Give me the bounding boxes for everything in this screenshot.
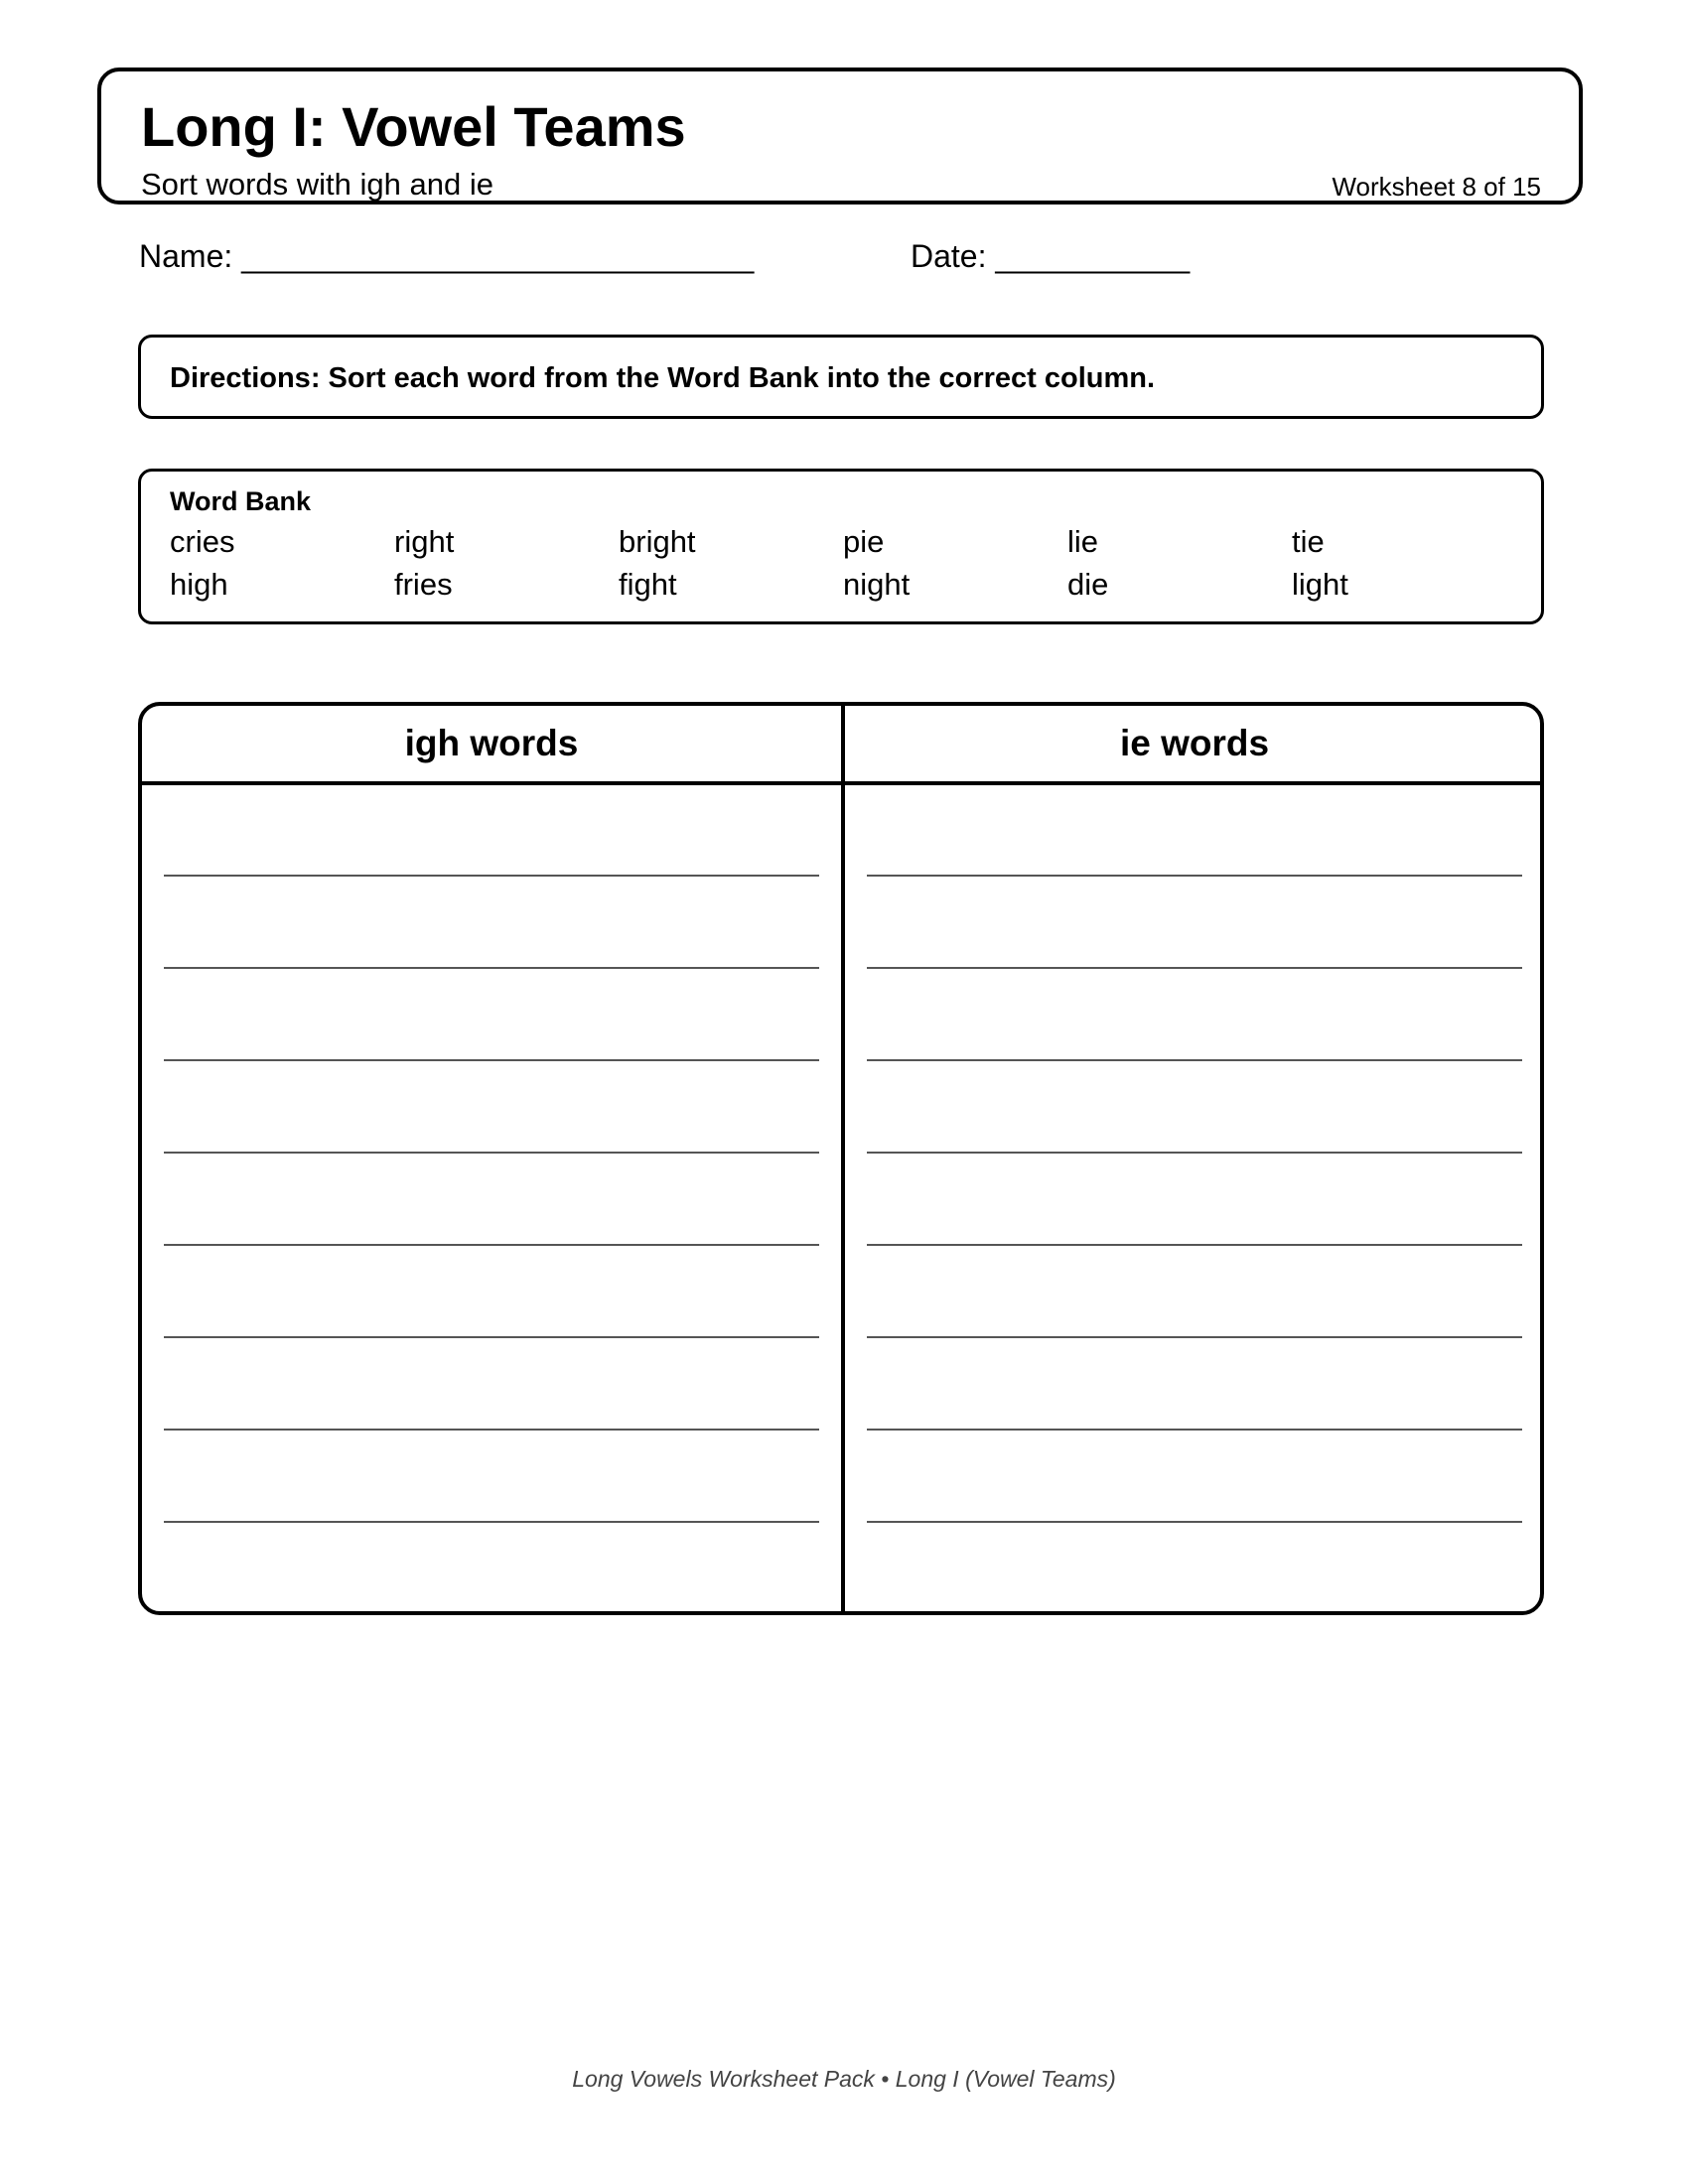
word-bank-word: bright xyxy=(619,524,696,559)
writing-line[interactable] xyxy=(164,1429,819,1431)
writing-line[interactable] xyxy=(867,967,1522,969)
word-bank-word: fight xyxy=(619,567,677,602)
writing-line[interactable] xyxy=(164,1521,819,1523)
worksheet-subtitle: Sort words with igh and ie xyxy=(141,167,493,202)
writing-line[interactable] xyxy=(867,1521,1522,1523)
worksheet-number: Worksheet 8 of 15 xyxy=(1332,172,1541,202)
word-bank-grid xyxy=(170,526,1516,612)
word-bank-word: night xyxy=(843,567,911,602)
directions-box xyxy=(138,335,1544,419)
sort-table xyxy=(138,702,1544,1615)
writing-line[interactable] xyxy=(867,1244,1522,1246)
writing-line[interactable] xyxy=(164,1244,819,1246)
igh-column xyxy=(142,706,845,1611)
word-bank-word: pie xyxy=(843,524,885,559)
writing-line[interactable] xyxy=(867,1059,1522,1061)
page-footer: Long Vowels Worksheet Pack • Long I (Vowel Teams) xyxy=(572,2066,1116,2092)
word-bank-word: fries xyxy=(394,567,453,602)
writing-line[interactable] xyxy=(867,1152,1522,1154)
igh-column-header: igh words xyxy=(142,706,841,785)
word-bank-word: high xyxy=(170,567,228,602)
writing-line[interactable] xyxy=(164,1152,819,1154)
writing-line[interactable] xyxy=(867,875,1522,877)
word-bank-word: right xyxy=(394,524,455,559)
date-field[interactable]: Date: ___________ xyxy=(911,238,1191,274)
writing-line[interactable] xyxy=(164,967,819,969)
word-bank-title: Word Bank xyxy=(170,486,312,516)
word-bank-word: cries xyxy=(170,524,235,559)
word-bank xyxy=(138,469,1544,624)
directions-text: Directions: Sort each word from the Word Bank into the correct column. xyxy=(170,362,1156,394)
writing-line[interactable] xyxy=(164,875,819,877)
name-field[interactable]: Name: _____________________________ xyxy=(139,238,755,274)
writing-line[interactable] xyxy=(867,1429,1522,1431)
word-bank-word: die xyxy=(1067,567,1109,602)
ie-column xyxy=(845,706,1544,1611)
writing-line[interactable] xyxy=(164,1059,819,1061)
word-bank-word: tie xyxy=(1292,524,1325,559)
word-bank-word: lie xyxy=(1067,524,1099,559)
word-bank-word: light xyxy=(1292,567,1348,602)
writing-line[interactable] xyxy=(867,1336,1522,1338)
worksheet-header xyxy=(97,68,1583,205)
worksheet-title: Long I: Vowel Teams xyxy=(141,95,686,158)
ie-column-header: ie words xyxy=(845,706,1544,785)
writing-line[interactable] xyxy=(164,1336,819,1338)
